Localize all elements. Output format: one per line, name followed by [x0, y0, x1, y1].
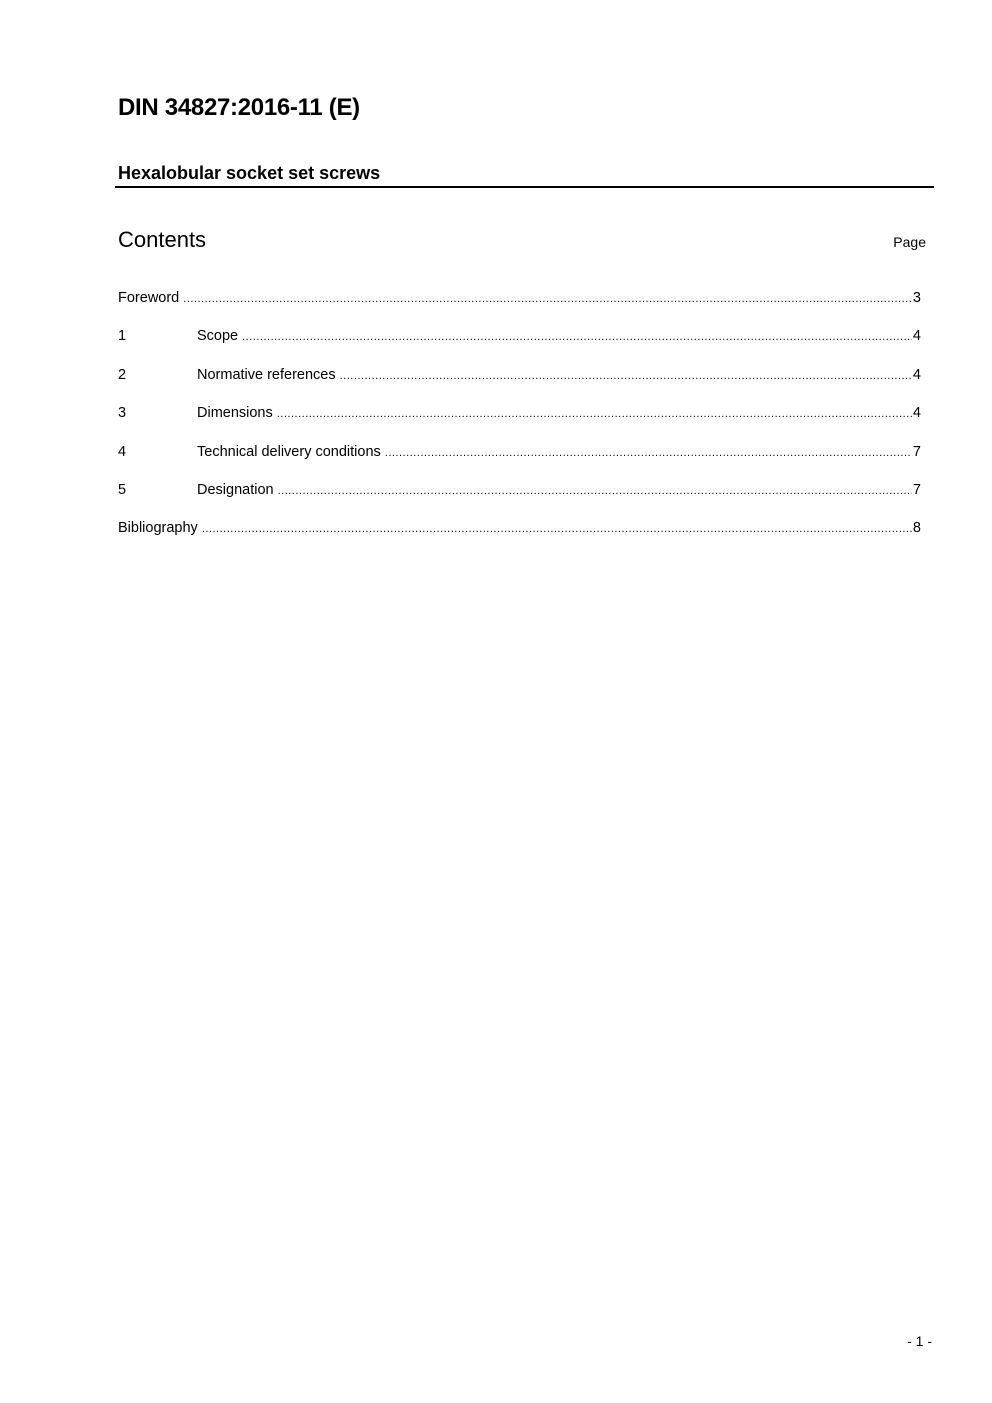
toc-entry-dimensions[interactable]	[118, 405, 921, 443]
toc-dot-leader	[202, 523, 912, 535]
toc-entry-designation[interactable]	[118, 482, 921, 520]
page-column-label: Page	[893, 234, 926, 250]
toc-entry-page: 8	[912, 520, 921, 537]
toc-entry-technical-delivery-conditions[interactable]	[118, 444, 921, 482]
table-of-contents	[118, 290, 921, 559]
toc-dot-leader	[278, 485, 912, 497]
toc-entry-page: 7	[912, 443, 921, 460]
toc-entry-foreword[interactable]	[118, 290, 921, 328]
toc-entry-page: 7	[912, 481, 921, 498]
toc-entry-page: 4	[912, 328, 921, 345]
toc-entry-number: 3	[118, 405, 127, 422]
toc-entry-label: Normative references	[197, 366, 336, 383]
toc-entry-label: Foreword	[118, 290, 180, 306]
toc-entry-label: Scope	[197, 328, 239, 345]
toc-entry-bibliography[interactable]	[118, 520, 921, 558]
toc-entry-number: 2	[118, 366, 127, 383]
title-underline-divider	[115, 186, 934, 188]
toc-dot-leader	[385, 447, 912, 459]
toc-entry-number: 1	[118, 328, 127, 345]
toc-entry-label: Technical delivery conditions	[197, 443, 381, 460]
page-number-footer: - 1 -	[907, 1333, 932, 1349]
toc-entry-normative-references[interactable]	[118, 367, 921, 405]
toc-entry-page: 4	[912, 366, 921, 383]
toc-dot-leader	[242, 331, 912, 343]
toc-entry-scope[interactable]	[118, 328, 921, 366]
document-number: DIN 34827:2016-11 (E)	[118, 94, 360, 121]
toc-dot-leader	[340, 370, 912, 382]
toc-entry-page: 3	[912, 290, 921, 306]
toc-dot-leader	[183, 293, 912, 305]
toc-entry-number: 4	[118, 443, 127, 460]
contents-heading: Contents	[118, 227, 207, 252]
toc-entry-page: 4	[912, 405, 921, 422]
toc-dot-leader	[277, 408, 912, 420]
toc-entry-label: Designation	[197, 481, 274, 498]
toc-entry-number: 5	[118, 481, 127, 498]
toc-entry-label: Dimensions	[197, 405, 273, 422]
toc-entry-label: Bibliography	[118, 520, 198, 537]
document-title: Hexalobular socket set screws	[118, 163, 381, 183]
